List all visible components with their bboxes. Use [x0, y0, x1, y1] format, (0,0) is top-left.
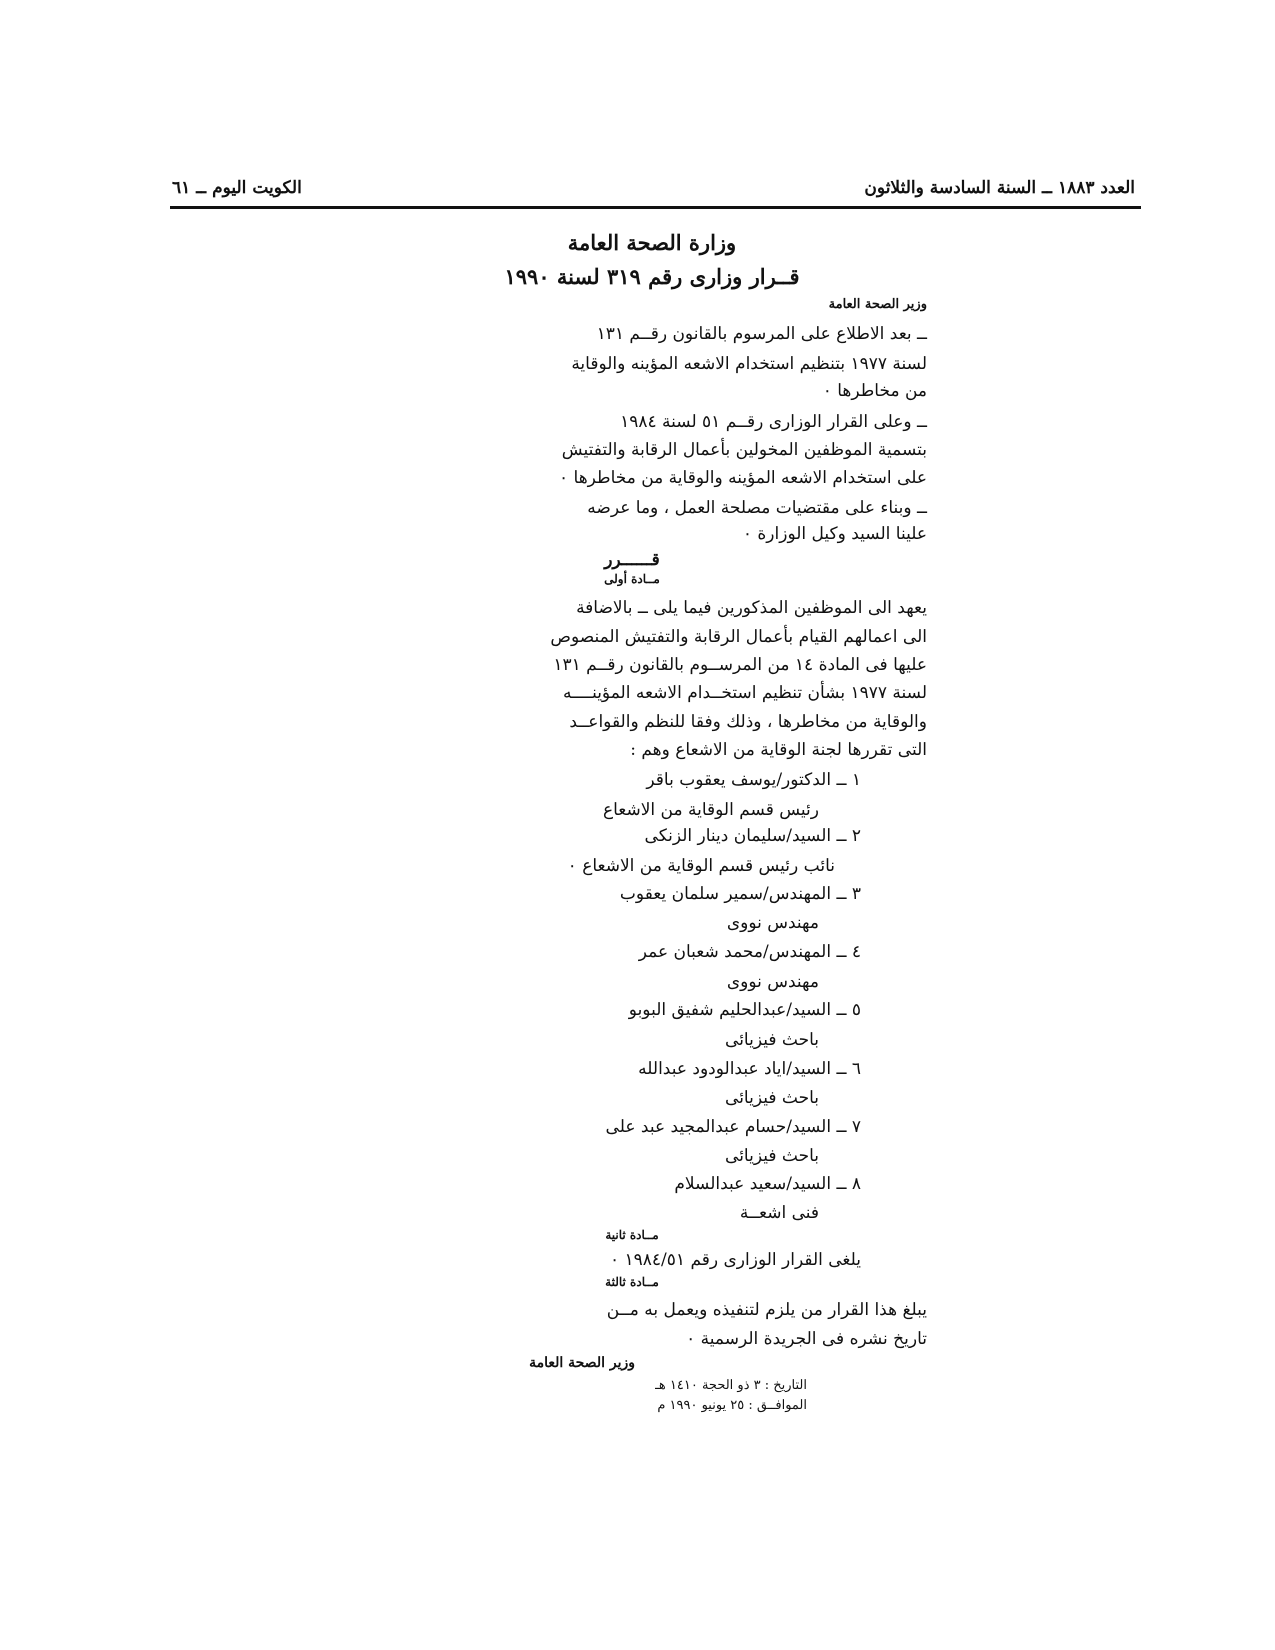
preamble-line: ــ وعلى القرار الوزارى رقــم ٥١ لسنة ١٩٨٤ — [620, 412, 927, 432]
article-3-heading: مــادة ثالثة — [605, 1275, 659, 1289]
article-1-line: عليها فى المادة ١٤ من المرســوم بالقانون رقــم ١٣١ — [553, 655, 927, 675]
person-name: ٧ ــ السيد/حسام عبدالمجيد عبد على — [605, 1117, 861, 1137]
article-1-line: يعهد الى الموظفين المذكورين فيما يلى ــ بالاضافة — [576, 598, 927, 618]
hijri-date: التاريخ : ٣ ذو الحجة ١٤١٠ هـ — [655, 1378, 807, 1393]
preamble-line: من مخاطرها ٠ — [822, 381, 927, 401]
person-name: ٢ ــ السيد/سليمان دينار الزنكى — [644, 826, 861, 846]
person-title: مهندس نووى — [726, 972, 819, 992]
article-1-line: الى اعمالهم القيام بأعمال الرقابة والتفتيش المنصوص — [550, 627, 927, 647]
header-rule — [170, 206, 1141, 209]
person-name: ٥ ــ السيد/عبدالحليم شفيق البوبو — [628, 1000, 861, 1020]
issue-header: العدد ١٨٨٣ ــ السنة السادسة والثلاثون — [864, 178, 1135, 198]
article-1-line: التى تقررها لجنة الوقاية من الاشعاع وهم : — [630, 740, 927, 760]
preamble-line: علينا السيد وكيل الوزارة ٠ — [742, 524, 927, 544]
article-1-heading: مــادة أولى — [604, 572, 660, 586]
decree-title: قــرار وزارى رقم ٣١٩ لسنة ١٩٩٠ — [504, 264, 800, 289]
person-name: ٣ ــ المهندس/سمير سلمان يعقوب — [619, 884, 861, 904]
person-title: باحث فيزيائى — [725, 1030, 819, 1050]
preamble-line: لسنة ١٩٧٧ بتنظيم استخدام الاشعه المؤينه والوقاية — [571, 354, 927, 374]
ministry-title: وزارة الصحة العامة — [567, 230, 737, 255]
person-title: فنى اشعــة — [739, 1203, 819, 1223]
article-1-line: والوقاية من مخاطرها ، وذلك وفقا للنظم والقواعــد — [569, 712, 927, 732]
decided-heading: قــــــرر — [604, 550, 660, 570]
preamble-line: بتسمية الموظفين المخولين بأعمال الرقابة والتفتيش — [561, 440, 927, 460]
person-name: ١ ــ الدكتور/يوسف يعقوب باقر — [646, 770, 861, 790]
article-3-line: تاريخ نشره فى الجريدة الرسمية ٠ — [686, 1329, 927, 1349]
person-title: مهندس نووى — [726, 913, 819, 933]
person-name: ٦ ــ السيد/اياد عبدالودود عبدالله — [638, 1059, 861, 1079]
article-2-text: يلغى القرار الوزارى رقم ١٩٨٤/٥١ ٠ — [609, 1250, 861, 1270]
article-3-line: يبلغ هذا القرار من يلزم لتنفيذه ويعمل به مــن — [606, 1300, 927, 1320]
person-name: ٤ ــ المهندس/محمد شعبان عمر — [638, 942, 861, 962]
article-2-heading: مــادة ثانية — [605, 1228, 659, 1242]
person-title: باحث فيزيائى — [725, 1088, 819, 1108]
journal-page-header: الكويت اليوم ــ ٦١ — [172, 178, 302, 198]
person-name: ٨ ــ السيد/سعيد عبدالسلام — [674, 1174, 861, 1194]
preamble-line: على استخدام الاشعه المؤينه والوقاية من مخاطرها ٠ — [558, 468, 927, 488]
preamble-line: ــ بعد الاطلاع على المرسوم بالقانون رقــم ١٣١ — [596, 324, 927, 344]
issuer-line: وزير الصحة العامة — [828, 297, 927, 312]
article-1-line: لسنة ١٩٧٧ بشأن تنظيم استخــدام الاشعه المؤينــــه — [563, 683, 927, 703]
preamble-line: ــ وبناء على مقتضيات مصلحة العمل ، وما عرضه — [587, 498, 927, 518]
person-title: باحث فيزيائى — [725, 1146, 819, 1166]
person-title: رئيس قسم الوقاية من الاشعاع — [602, 800, 819, 820]
signature-block: وزير الصحة العامة — [529, 1355, 635, 1371]
gregorian-date: الموافــق : ٢٥ يونيو ١٩٩٠ م — [657, 1398, 807, 1413]
person-title: نائب رئيس قسم الوقاية من الاشعاع ٠ — [567, 856, 835, 876]
